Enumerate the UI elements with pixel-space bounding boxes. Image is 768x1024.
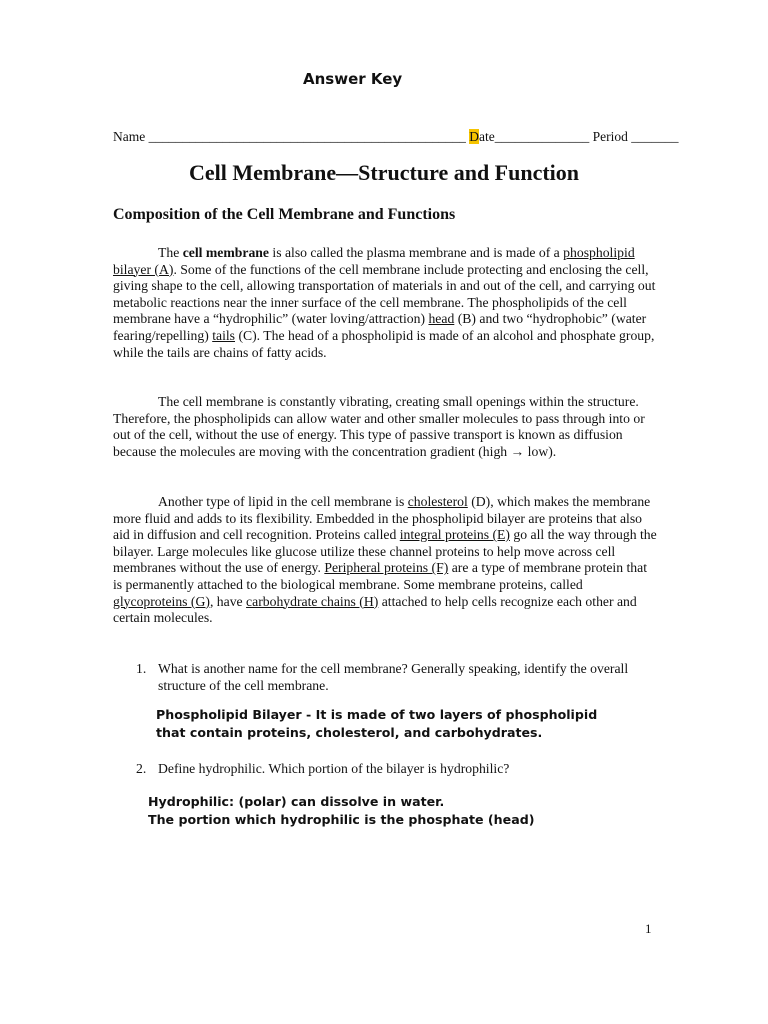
- question-2: [136, 761, 656, 778]
- p3-text: (D), which makes the membrane more fluid and adds to its flexibility. Embedded in the phospholipid bilayer are proteins that also aid in diffusion and cell recognition. Proteins called: [113, 494, 651, 543]
- term-tails: tails: [212, 327, 236, 343]
- name-date-period-line: [113, 129, 679, 145]
- answer-line: Phospholipid Bilayer - It is made of two layers of phospholipid: [156, 707, 598, 722]
- answer-line: The portion which hydrophilic is the phosphate (head): [148, 811, 535, 827]
- question-number: 1.: [136, 661, 147, 676]
- p3-text: are a type of membrane protein that is permanently attached to the biological membrane. Some membrane proteins, called: [113, 560, 648, 592]
- answer-key-label: Answer Key: [303, 70, 403, 88]
- term-cholesterol: cholesterol: [407, 494, 468, 509]
- term-glycoproteins: glycoproteins (G): [113, 593, 210, 609]
- question-text: Define hydrophilic. Which portion of the bilayer is hydrophilic?: [158, 761, 510, 776]
- term-phospholipid-bilayer: phospholipid bilayer (A): [113, 245, 635, 277]
- answer-1: [156, 706, 636, 741]
- p3-text: attached to help cells recognize each other and certain molecules.: [113, 593, 637, 626]
- term-integral-proteins: integral proteins (E): [399, 527, 510, 543]
- term-head: head: [428, 311, 455, 327]
- date-blank: ______________: [494, 129, 590, 144]
- p3-text: go all the way through the bilayer. Large molecules like glucose utilize these channel proteins to help move across cell membranes without the use of energy.: [113, 527, 657, 576]
- term-cell-membrane: cell membrane: [182, 245, 269, 260]
- paragraph-composition: [113, 245, 658, 361]
- p2-text: The cell membrane is constantly vibrating, creating small openings within the structure. Therefore, the phospholipids can allow water and other smaller molecules to pass through into or out of the cell, without the use of energy. This type of passive transport is known as diffusion because the molecules are moving with the concentration gradient (high → low).: [113, 394, 645, 459]
- paragraph-proteins: [113, 494, 658, 627]
- p1-text: (C). The head of a phospholipid is made of an alcohol and phosphate group, while the tails are chains of fatty acids.: [113, 327, 655, 360]
- p3-text: Another type of lipid in the cell membrane is: [158, 494, 408, 509]
- answer-2: [148, 793, 648, 828]
- p1-text: is also called the plasma membrane and is made of a: [268, 245, 564, 260]
- p3-text: , have: [209, 593, 247, 609]
- name-blank: _______________________________________________: [148, 129, 466, 144]
- page-title: Cell Membrane—Structure and Function: [188, 160, 580, 185]
- name-label: Name: [113, 129, 146, 144]
- period-label: Period: [592, 129, 628, 144]
- term-carbohydrate-chains: carbohydrate chains (H): [246, 593, 379, 609]
- question-1: [136, 661, 656, 694]
- date-label: ate: [478, 129, 495, 144]
- section-heading: Composition of the Cell Membrane and Functions: [113, 206, 456, 223]
- question-number: 2.: [136, 761, 147, 776]
- paragraph-diffusion: [113, 394, 658, 460]
- p1-text: . Some of the functions of the cell membrane include protecting and enclosing the cell, giving shape to the cell, allowing transportation of materials in and out of the cell, and carrying out metabolic reactions near the inner surface of the cell membrane. The phospholipids of the cell membrane have a “hydrophilic” (water loving/attraction): [113, 261, 656, 327]
- period-blank: _______: [631, 129, 679, 144]
- page-number: 1: [645, 921, 652, 936]
- p1-text: (B) and two “hydrophobic” (water fearing/repelling): [113, 311, 647, 343]
- question-text: What is another name for the cell membrane? Generally speaking, identify the overall structure of the cell membrane.: [158, 661, 629, 693]
- date-label-highlight: D: [469, 129, 479, 144]
- p1-text: The: [158, 245, 183, 260]
- term-peripheral-proteins: Peripheral proteins (F): [324, 560, 449, 576]
- answer-line: that contain proteins, cholesterol, and carbohydrates.: [156, 724, 543, 740]
- answer-line: Hydrophilic: (polar) can dissolve in water.: [148, 794, 445, 809]
